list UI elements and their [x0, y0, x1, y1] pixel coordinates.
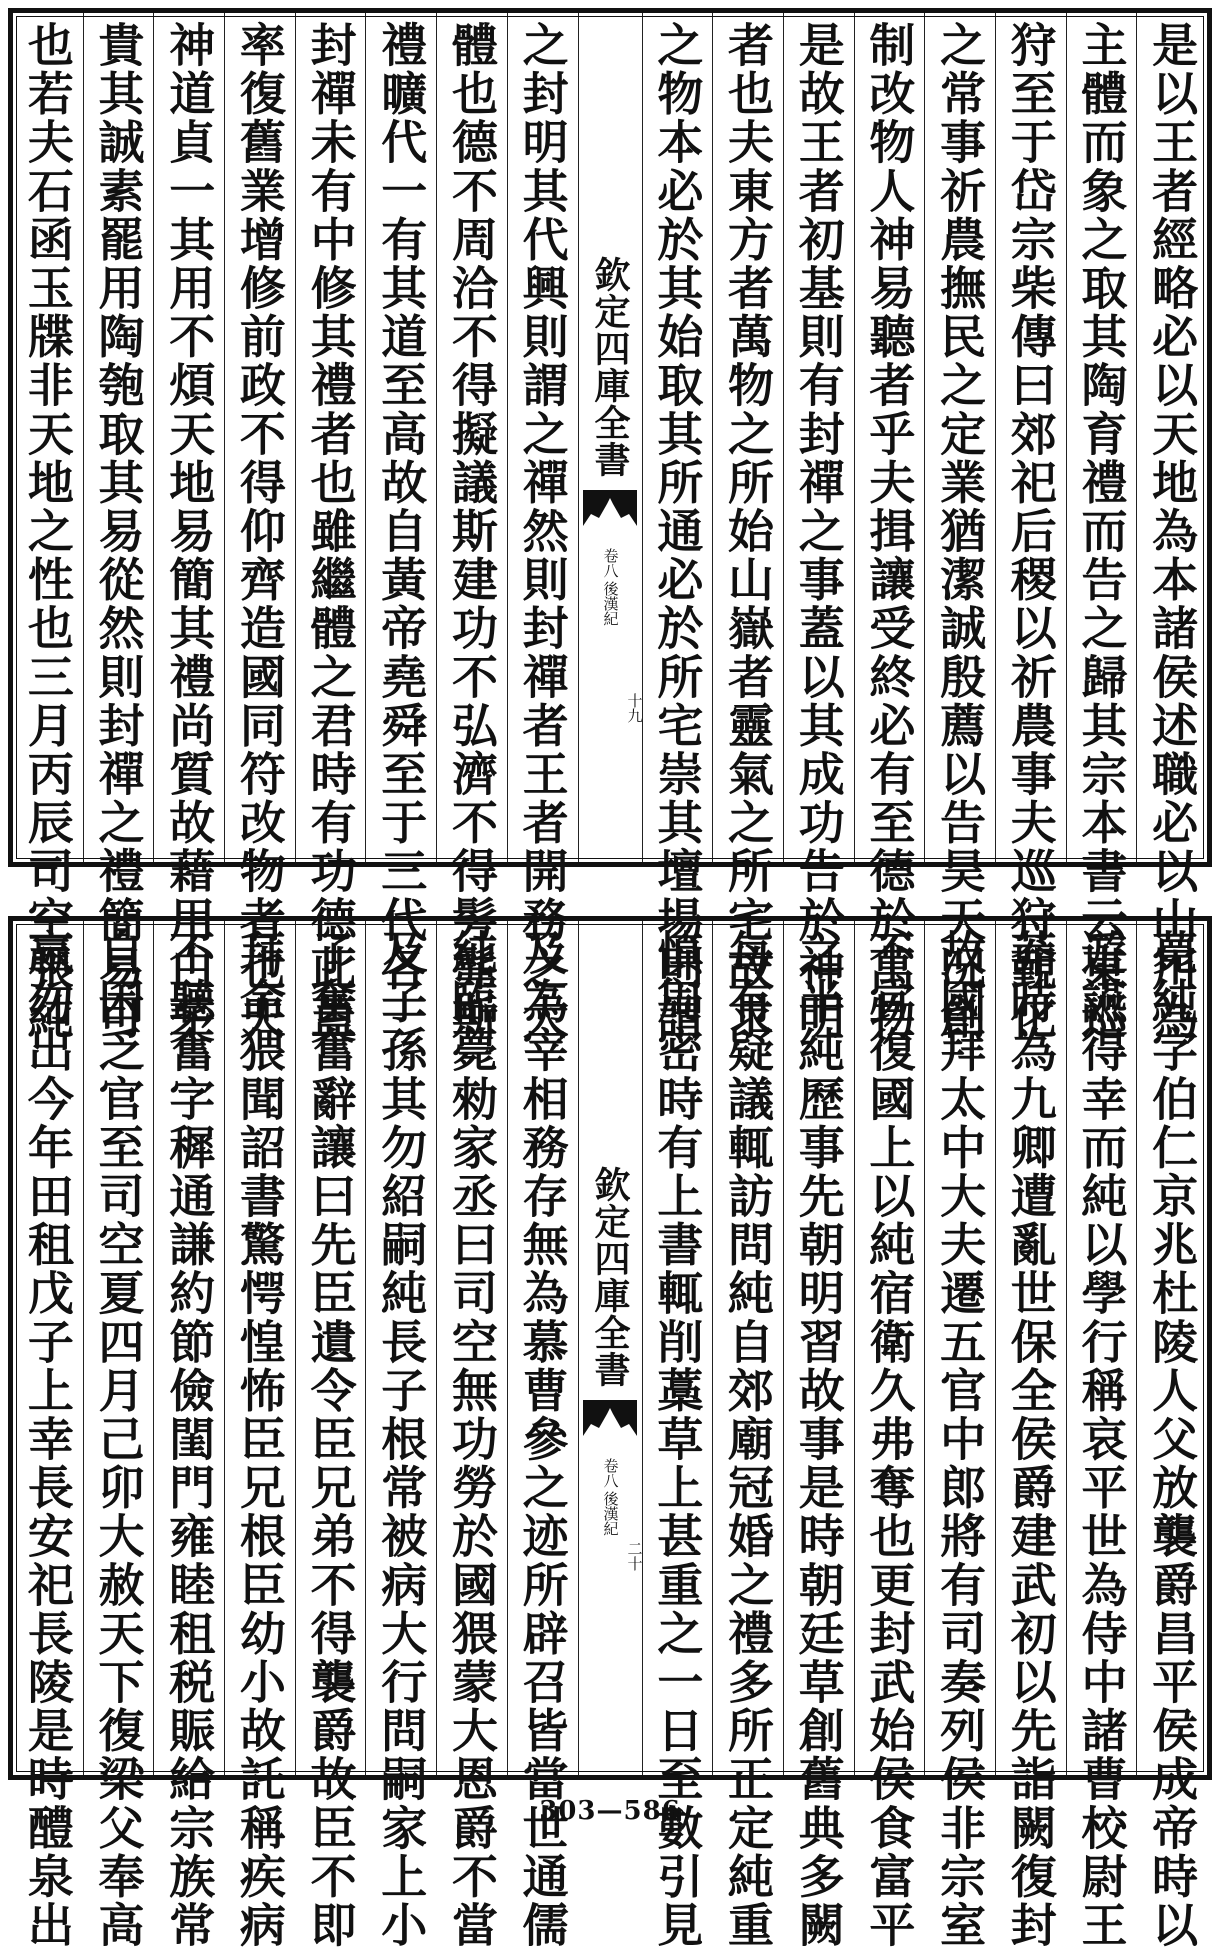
text-column [507, 13, 578, 1042]
text-column [153, 921, 224, 1950]
column-text: 者也夫東方者萬物之所始山嶽者靈氣之所宅故求 [721, 21, 776, 1042]
volume-label: 卷八 [601, 1458, 620, 1488]
text-column [295, 13, 366, 1042]
center-fold-column [578, 13, 642, 862]
column-text: 主體而象之取其陶育禮而告之歸其宗本書云東巡 [1074, 21, 1129, 1042]
column-text: 也若夫石函玉牒非天地之性也三月丙辰司空張純 [20, 21, 75, 1042]
column-text: 率復舊業增修前政不得仰齊造國同符改物者也夫 [232, 21, 287, 1042]
column-text: 莽時為九卿遭亂世保全侯爵建武初以先詣闕復封 [1003, 929, 1058, 1950]
column-text: 是以王者經略必以天地為本諸侯述職必以山川為 [1145, 21, 1200, 1042]
text-column [365, 13, 436, 1042]
column-text: 是故王者初基則有封禪之事蓋以其成功告於神明 [791, 21, 846, 1042]
book-title: 欽定四庫全書 [589, 1166, 631, 1388]
column-text: 狩至于岱宗柴傳曰郊祀后稷以祈農事夫巡狩覲化 [1003, 21, 1058, 1042]
text-column [153, 13, 224, 1042]
text-column [783, 921, 854, 1950]
book-section-label: 後漢紀 [601, 580, 620, 626]
text-column [365, 921, 436, 1950]
column-text: 慎周密時有上書輒削藁草上甚重之一日至數引見 [650, 929, 705, 1950]
text-column [13, 921, 83, 1950]
fishtail-mark-icon [583, 1400, 637, 1444]
column-text: 禮曠代一有其道至高故自黃帝堯舜至于三代各一 [374, 21, 429, 1042]
column-text: 制改物人神易聽者乎夫揖讓受終必有至德於萬物 [862, 21, 917, 1042]
column-text: 之常事祈農撫民之定業猶潔誠殷薦以告昊天况創 [933, 21, 988, 1042]
text-column [995, 921, 1066, 1950]
text-column [13, 13, 83, 1042]
leaf-number: 二十 [625, 1541, 644, 1571]
fishtail-mark-icon [583, 490, 637, 534]
section-label [603, 548, 618, 626]
column-text: 拜命猥聞詔書驚愕惶怖臣兄根臣幼小故託稱疾病 [232, 929, 287, 1950]
column-text: 純臨薨勑家丞曰司空無功勞於國猥蒙大恩爵不當 [444, 929, 499, 1950]
book-title: 欽定四庫全書 [589, 255, 631, 478]
leaf-number: 十九 [625, 693, 644, 723]
text-column [83, 13, 154, 1042]
column-text: 每有疑議輒訪問純自郊廟冠婚之禮多所正定純重 [721, 929, 776, 1950]
column-text: 嬴勿出今年田租戊子上幸長安祀長陵是時醴泉出 [20, 929, 75, 1950]
page-number: 303—586 [539, 1796, 681, 1826]
page-frame [8, 8, 1212, 1042]
text-column [436, 13, 507, 1042]
column-text: 及子孫其勿紹嗣純長子根常被病大行問嗣家上小 [374, 929, 429, 1950]
text-column [83, 921, 154, 1950]
text-column [224, 921, 295, 1950]
text-column [436, 921, 507, 1950]
column-text: 薨純字伯仁京兆杜陵人父放襲爵昌平侯成帝時以 [1145, 929, 1200, 1950]
text-column [642, 13, 713, 1042]
section-label [603, 1458, 618, 1536]
text-column [783, 13, 854, 1042]
text-column [924, 13, 995, 1042]
text-column [507, 921, 578, 1950]
text-column [712, 921, 783, 1950]
text-column [642, 921, 713, 1950]
text-column [1066, 921, 1137, 1950]
center-fold-column [578, 921, 642, 1775]
text-column [1136, 921, 1207, 1950]
column-text: 不聽奮字穉通謙約節儉閨門雍睦租税賑給宗族常 [162, 929, 217, 1950]
column-text: 子奮奮辭讓曰先臣遺令臣兄弟不得襲爵故臣不即 [303, 929, 358, 1950]
text-column [854, 13, 925, 1042]
column-text: 故國拜太中大夫遷五官中郎將有司奏列侯非宗室 [933, 929, 988, 1950]
column-text: 及為宰相務存無為慕曹參之迹所辟召皆當世通儒 [515, 929, 570, 1950]
text-column [224, 13, 295, 1042]
column-text: 不宜復國上以純宿衛久弗奪也更封武始侯食富平 [862, 929, 917, 1950]
book-section-label: 後漢紀 [601, 1491, 620, 1536]
column-text: 體也德不周洽不得擬議斯建功不弘濟不得髣髴斯 [444, 21, 499, 1042]
text-column [854, 921, 925, 1950]
text-column [995, 13, 1066, 1042]
column-text: 貴其誠素罷用陶匏取其易從然則封禪之禮簡易可 [91, 21, 146, 1042]
column-text: 之物本必於其始取其所通必於所宅崇其壇場則謂 [650, 21, 705, 1042]
column-text: 神道貞一其用不煩天地易簡其禮尚質故藉用白茅 [162, 21, 217, 1042]
text-column [295, 921, 366, 1950]
text-column [712, 13, 783, 1042]
column-text: 之半純歷事先朝明習故事是時朝廷草創舊典多闕 [791, 929, 846, 1950]
text-column [924, 921, 995, 1950]
text-column [1066, 13, 1137, 1042]
column-text: 之封明其代興則謂之禪然則封禪者王者開務之大 [515, 21, 570, 1042]
column-text: 封禪未有中修其禮者也雖繼體之君時有功德此蓋 [303, 21, 358, 1042]
volume-label: 卷八 [601, 547, 620, 578]
column-text: 遊讌得幸而純以學行稱哀平世為侍中諸曹校尉王 [1074, 929, 1129, 1950]
column-text: 自困乏官至司空夏四月己卯大赦天下復梁父奉高 [91, 929, 146, 1950]
text-column [1136, 13, 1207, 1042]
text-columns [13, 13, 1207, 1042]
